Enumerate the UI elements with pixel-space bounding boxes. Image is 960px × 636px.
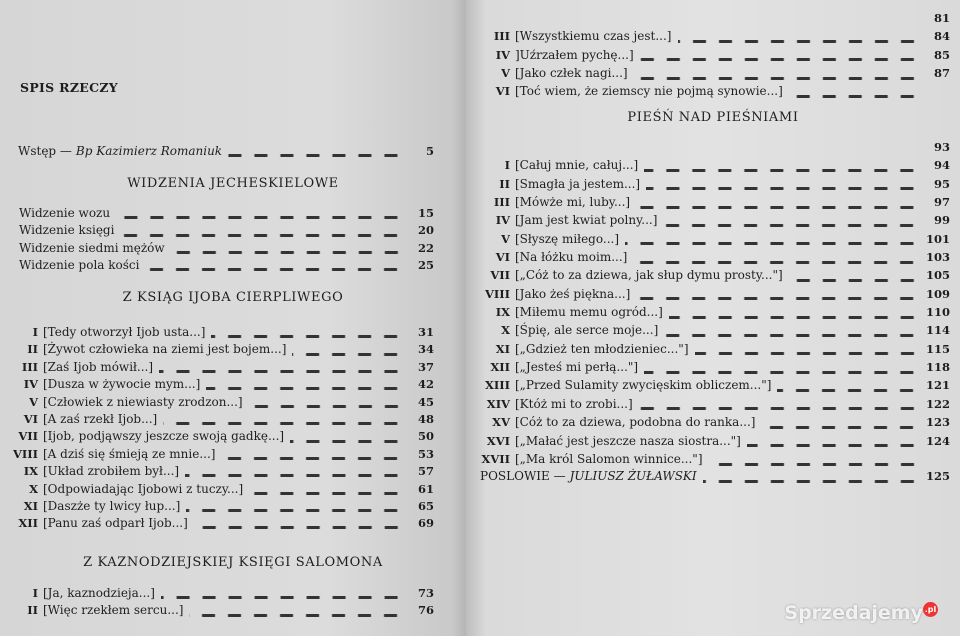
entry-title: Widzenie siedmi mężów [19,240,165,255]
right-page [466,0,960,636]
entry-title: Widzenie księgi [19,223,115,238]
page-number: 109 [925,286,950,301]
toc-entry [466,195,950,213]
toc-entry [466,360,950,378]
dot-leader [777,389,920,392]
page-number: 48 [417,411,434,426]
dot-leader [789,279,920,282]
dot-leader [633,261,920,264]
toc-entry [0,447,434,464]
dot-leader [116,216,404,219]
entry-numeral: XIII [484,378,510,393]
dot-leader [761,426,920,429]
dot-leader [625,242,920,245]
entry-numeral: X [29,481,38,496]
dot-leader [695,352,920,355]
watermark-logo [784,602,938,624]
page-number: 124 [925,433,950,448]
entry-numeral: IV [495,213,510,228]
intro-entry [0,144,434,161]
dot-leader [640,58,920,61]
page-number: 20 [417,223,434,238]
toc-entry [0,586,434,603]
entry-title: [Człowiek z niewiasty zrodzon...] [43,394,243,409]
dot-leader [663,224,920,227]
entry-numeral: V [501,231,510,246]
toc-entry [466,305,950,323]
toc-entry [0,258,434,275]
toc-entry [0,223,434,240]
page-number: 95 [933,176,950,191]
intro-label: Wstęp — [18,144,72,158]
toc-entry [0,603,434,620]
watermark-text: Sprzedajemy [784,602,923,624]
page-number: 93 [933,140,950,154]
watermark-suffix: .pl [923,602,938,617]
page-number: 45 [417,394,434,409]
toc-entry [466,48,950,66]
entry-numeral: I [504,158,510,173]
entry-numeral: V [29,394,38,409]
section-heading: Z KSIĄG IJOBA CIERPLIWEGO [122,290,344,305]
toc-entry [0,241,434,258]
dot-leader [161,596,404,599]
page-number: 115 [925,341,950,356]
page-number: 105 [925,268,950,283]
dot-leader [646,187,920,190]
entry-title: [Ja, kaznodzieja...] [43,586,155,600]
toc-entry [466,177,950,195]
page-number: 101 [925,231,950,246]
dot-leader [228,154,404,157]
page-number: 73 [417,586,434,600]
afterword-label: POSLOWIE — [480,469,566,483]
toc-entry [466,434,950,452]
page-number: 50 [417,429,434,444]
dot-leader [163,422,404,425]
left-page [0,0,466,636]
page-number: 110 [925,305,950,320]
dot-leader [145,268,404,271]
page-number: 15 [417,206,434,220]
entry-title: [Śpię, ale serce moje...] [515,323,659,338]
entry-numeral: XI [495,341,510,356]
entry-title: [Więc rzekłem sercu...] [43,603,184,618]
dot-leader [206,387,404,390]
page-number: 22 [417,240,434,255]
dot-leader [669,316,920,319]
page-number: 103 [925,250,950,265]
dot-leader [186,509,404,512]
entry-numeral: VIII [484,286,510,301]
toc-entry [466,140,950,158]
intro-author: Bp Kazimierz Romaniuk [75,144,223,158]
toc-entry [466,232,950,250]
dot-leader [664,334,920,337]
page-number: 57 [417,464,434,479]
entry-numeral: XIV [486,396,510,411]
toc-entry [466,287,950,305]
entry-numeral: VIII [12,446,38,461]
dot-leader [185,474,404,477]
page-number: 118 [925,360,950,375]
entry-title: [„Cóż to za dziewa, jak słup dymu prosty..."] [515,268,783,283]
dot-leader [636,206,920,209]
entry-title: ]Uźrzałem pychę...] [515,47,634,62]
entry-numeral: IV [23,377,38,392]
entry-numeral: VI [495,84,510,99]
dot-leader [709,463,921,466]
toc-entry [0,429,434,446]
entry-numeral: I [32,586,38,600]
toc-entry [0,342,434,359]
section-list [0,325,434,534]
entry-title: [Żywot człowieka na ziemi jest bojem...] [43,342,287,357]
entry-title: [Cóż to za dziewa, podobna do ranka...] [515,415,756,430]
entry-title: [„Przed Sulamity zwycięskim obliczem..."] [515,378,772,393]
entry-numeral: XII [490,360,510,375]
dot-leader [644,169,920,172]
entry-numeral: XVII [481,451,510,466]
entry-title: [„Ma król Salomon winnice..."] [515,451,703,466]
toc-entry [466,397,950,415]
entry-numeral: XVI [486,433,510,448]
toc-title: SPIS RZECZY [20,80,118,95]
toc-entry [0,499,434,516]
entry-title: [Na łóżku moim...] [515,250,628,265]
entry-title: [Daszże ty lwicy łup...] [43,498,181,513]
toc-entry [0,206,434,223]
dot-leader [292,353,404,356]
dot-leader [290,440,404,443]
page-number: 37 [417,359,434,374]
page-number: 123 [925,415,950,430]
entry-numeral: III [493,195,510,210]
entry-numeral: II [27,603,38,618]
section-list [466,11,950,103]
toc-entry [466,213,950,231]
entry-numeral: IX [23,464,38,479]
dot-leader [747,444,920,447]
toc-entry [0,377,434,394]
afterword-author: JULIUSZ ŻUŁAWSKI [569,469,697,483]
toc-entry [466,268,950,286]
entry-numeral: V [501,66,510,81]
page-number: 84 [933,29,950,44]
page-number: 121 [925,378,950,393]
toc-entry [466,158,950,176]
entry-numeral: VII [490,268,510,283]
entry-title: [Ijob, podjąwszy jeszcze swoją gadkę...] [43,429,285,444]
entry-title: [Toć wiem, że ziemscy nie pojmą synowie...] [515,84,783,99]
entry-title: [Któż mi to zrobi...] [515,396,633,411]
entry-numeral: VII [18,429,38,444]
entry-numeral: XII [18,516,38,531]
toc-entry [466,250,950,268]
page-number: 53 [417,446,434,461]
entry-numeral: VI [495,250,510,265]
entry-title: [„Małać jest jeszcze nasza siostra..."] [515,433,741,448]
entry-title: [Całuj mnie, całuj...] [515,158,639,173]
section-heading: PIEŚŃ NAD PIEŚNIAMI [627,110,799,125]
section-list [0,206,434,276]
dot-leader [211,335,404,338]
toc-entry [0,464,434,481]
toc-entry [466,415,950,433]
toc-entry [0,325,434,342]
dot-leader [644,371,920,374]
entry-numeral: IX [495,305,510,320]
entry-title: [Dusza w żywocie mym...] [43,377,201,392]
entry-title: [„Jesteś mi perłą..."] [515,360,639,375]
dot-leader [189,614,404,617]
page-number: 85 [933,47,950,62]
entry-numeral: IV [495,47,510,62]
entry-title: [Tedy otworzył Ijob usta...] [43,325,206,339]
page-number: 42 [417,377,434,392]
entry-title: [Jako żeś piękna...] [515,286,631,301]
page-number: 97 [933,195,950,210]
toc-entry [466,11,950,29]
entry-title: [Wszystkiemu czas jest...] [515,29,672,44]
entry-numeral: XI [23,498,38,513]
section-list [466,140,950,470]
page-number: 81 [933,11,950,25]
dot-leader [171,251,404,254]
toc-entry [466,378,950,396]
dot-leader [249,492,404,495]
page-number: 87 [933,66,950,81]
toc-entry [466,84,950,102]
entry-title: [„Gdzież ten młodzieniec..."] [515,341,689,356]
entry-title: [Jam jest kwiat polny...] [515,213,658,228]
toc-entry [466,323,950,341]
toc-entry [466,29,950,47]
entry-numeral: III [493,29,510,44]
entry-title: [Miłemu memu ogród...] [515,305,663,320]
toc-entry [466,66,950,84]
toc-entry [466,342,950,360]
dot-leader [634,77,920,80]
page-number: 99 [933,213,950,228]
entry-numeral: II [27,342,38,357]
entry-title: [A dziś się śmieją ze mnie...] [43,446,216,461]
entry-title: Widzenie pola kości [19,258,140,273]
dot-leader [639,407,920,410]
dot-leader [194,526,404,529]
page-number: 5 [425,144,434,158]
section-heading: Z KAZNODZIEJSKIEJ KSIĘGI SALOMONA [83,555,383,570]
dot-leader [636,297,920,300]
entry-title: [Odpowiadając Ijobowi z tuczy...] [43,481,244,496]
dot-leader [159,370,404,373]
page-number: 61 [417,481,434,496]
entry-title: [Układ zrobiłem był...] [43,464,180,479]
dot-leader [678,40,921,43]
page-number: 114 [925,323,950,338]
entry-numeral: XV [492,415,510,430]
page-number: 34 [417,342,434,357]
entry-numeral: I [32,325,38,339]
toc-entry [0,482,434,499]
page-number: 94 [933,158,950,173]
page-number: 69 [417,516,434,531]
entry-numeral: III [21,359,38,374]
dot-leader [703,480,920,483]
entry-numeral: VI [23,411,38,426]
entry-numeral: II [499,176,510,191]
toc-entry [0,516,434,533]
entry-title: [Panu zaś odparł Ijob...] [43,516,188,531]
entry-title: [Jako człek nagi...] [515,66,628,81]
entry-title: [A zaś rzekł Ijob...] [43,411,158,426]
dot-leader [221,457,404,460]
page-number: 76 [417,603,434,618]
page-number: 31 [417,325,434,339]
dot-leader [249,405,404,408]
toc-entry [0,412,434,429]
entry-title: [Słyszę miłego...] [515,231,619,246]
toc-entry [466,452,950,470]
section-heading: WIDZENIA JECHESKIELOWE [127,176,339,191]
entry-title: Widzenie wozu [19,206,111,220]
page-number: 65 [417,498,434,513]
entry-title: [Smagła ja jestem...] [515,176,641,191]
dot-leader [120,234,404,237]
page-number: 122 [925,396,950,411]
entry-numeral: X [501,323,510,338]
afterword-entry [466,469,950,487]
page-number: 25 [417,258,434,273]
dot-leader [789,95,920,98]
page-number: 125 [925,469,950,483]
section-list [0,586,434,621]
entry-title: [Mówże mi, luby...] [515,195,631,210]
toc-entry [0,395,434,412]
entry-title: [Zaś Ijob mówił...] [43,359,154,374]
toc-entry [0,360,434,377]
